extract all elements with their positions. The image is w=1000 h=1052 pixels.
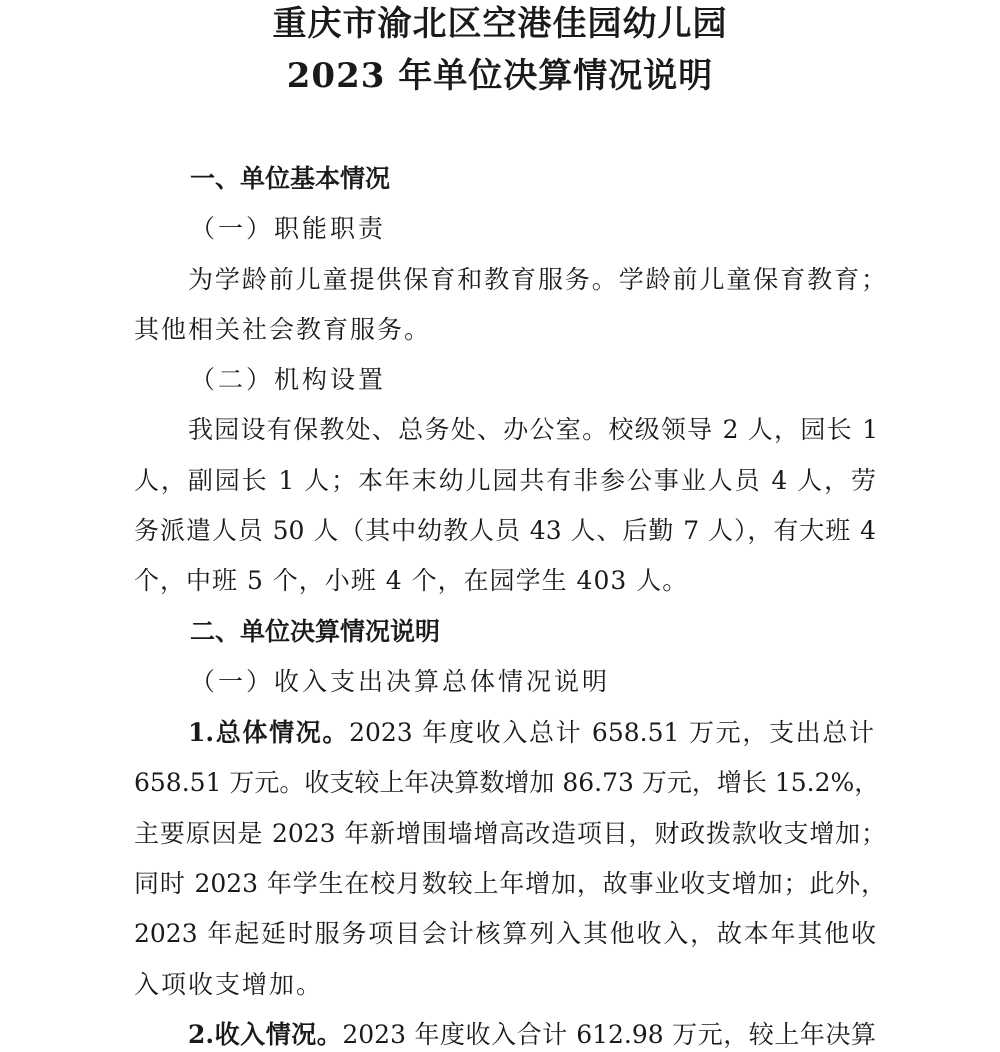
paragraph-line bbox=[134, 514, 876, 548]
paragraph-line: 个，中班 5 个，小班 4 个，在园学生 403 人。 bbox=[134, 566, 689, 595]
paragraph-line bbox=[188, 413, 878, 447]
paragraph-text: 人，副园长 1 人；本年末幼儿园共有非参公事业人员 4 人，劳 bbox=[134, 466, 876, 495]
paragraph-line: 入项收支增加。 bbox=[134, 970, 324, 999]
paragraph-line bbox=[134, 917, 876, 951]
paragraph-label: 1.总体情况。 bbox=[188, 718, 350, 747]
paragraph-text bbox=[188, 716, 874, 750]
paragraph-line bbox=[134, 867, 886, 901]
paragraph-line bbox=[188, 263, 886, 297]
document-title-line2: 2023 年单位决算情况说明 bbox=[286, 56, 714, 96]
paragraph-line bbox=[134, 817, 886, 851]
paragraph-body: 2023 年度收入总计 658.51 万元，支出总计 bbox=[349, 718, 874, 747]
paragraph-line bbox=[134, 464, 876, 498]
paragraph-line bbox=[188, 1018, 876, 1052]
paragraph-body: 2023 年度收入合计 612.98 万元，较上年决算 bbox=[342, 1020, 876, 1049]
paragraph-text: 同时 2023 年学生在校月数较上年增加，故事业收支增加；此外， bbox=[134, 869, 886, 898]
subsection-heading-income-expense: （一）收入支出决算总体情况说明 bbox=[190, 667, 611, 696]
paragraph-text: 务派遣人员 50 人（其中幼教人员 43 人、后勤 7 人），有大班 4 bbox=[134, 516, 876, 545]
paragraph-line: 其他相关社会教育服务。 bbox=[134, 315, 432, 344]
paragraph-text: 主要原因是 2023 年新增围墙增高改造项目，财政拨款收支增加； bbox=[134, 819, 886, 848]
paragraph-text: 为学龄前儿童提供保育和教育服务。学龄前儿童保育教育； bbox=[188, 265, 886, 294]
paragraph-text bbox=[188, 1018, 876, 1052]
section-heading-basic-info: 一、单位基本情况 bbox=[190, 164, 391, 193]
paragraph-label: 2.收入情况。 bbox=[188, 1020, 343, 1049]
subsection-heading-functions: （一）职能职责 bbox=[190, 214, 387, 243]
section-heading-final-accounts: 二、单位决算情况说明 bbox=[190, 617, 441, 646]
subsection-heading-organization: （二）机构设置 bbox=[190, 365, 387, 394]
paragraph-line bbox=[188, 716, 874, 750]
paragraph-line bbox=[134, 766, 880, 800]
paragraph-text: 我园设有保教处、总务处、办公室。校级领导 2 人，园长 1 bbox=[188, 415, 878, 444]
document-title-line1: 重庆市渝北区空港佳园幼儿园 bbox=[272, 4, 728, 44]
paragraph-text: 658.51 万元。收支较上年决算数增加 86.73 万元，增长 15.2%， bbox=[134, 768, 880, 797]
paragraph-text: 2023 年起延时服务项目会计核算列入其他收入，故本年其他收 bbox=[134, 919, 876, 948]
